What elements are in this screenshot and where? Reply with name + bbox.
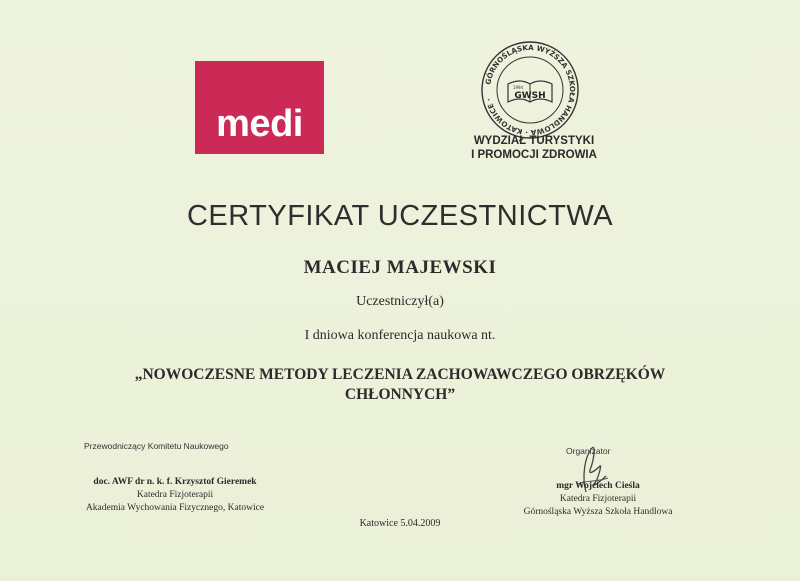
topic-line-2: CHŁONNYCH” [344,386,456,403]
medi-logo-text: medi [216,103,303,145]
conference-topic [0,365,800,405]
seal-year: 1994 [512,85,524,90]
right-signatory-name: mgr Wojciech Cieśla [556,481,640,491]
right-signatory [498,480,698,519]
event-description: I dniowa konferencja naukowa nt. [304,328,496,343]
faculty-name [454,134,614,162]
recipient-name: MACIEJ MAJEWSKI [303,257,497,278]
committee-chair-label: Przewodniczący Komitetu Naukowego [84,441,229,451]
right-signatory-institution: Górnośląska Wyższa Szkoła Handlowa [523,507,673,517]
medi-logo [195,61,324,154]
left-signatory [40,476,310,515]
topic-line-1: „NOWOCZESNE METODY LECZENIA ZACHOWAWCZEGO OBRZĘKÓW [134,366,666,383]
place-and-date: Katowice 5.04.2009 [359,518,441,529]
seal-initials: GWSH [514,91,546,101]
right-signatory-dept: Katedra Fizjoterapii [559,494,637,504]
certificate-title: CERTYFIKAT UCZESTNICTWA [186,200,614,232]
left-signatory-name: doc. AWF dr n. k. f. Krzysztof Gieremek [93,477,257,487]
participation-text: Uczestniczył(a) [356,294,444,309]
faculty-line-1: WYDZIAŁ TURYSTYKI [473,135,595,147]
faculty-line-2: I PROMOCJI ZDROWIA [471,149,597,161]
left-signatory-institution: Akademia Wychowania Fizycznego, Katowice [85,503,265,513]
university-seal [478,38,582,142]
organizer-label: Organizator [566,446,611,456]
left-signatory-dept: Katedra Fizjoterapii [136,490,214,500]
seal-ring-text: GÓRNOŚLĄSKA WYŻSZA SZKOŁA HANDLOWA · KATOWICE · [483,42,578,138]
